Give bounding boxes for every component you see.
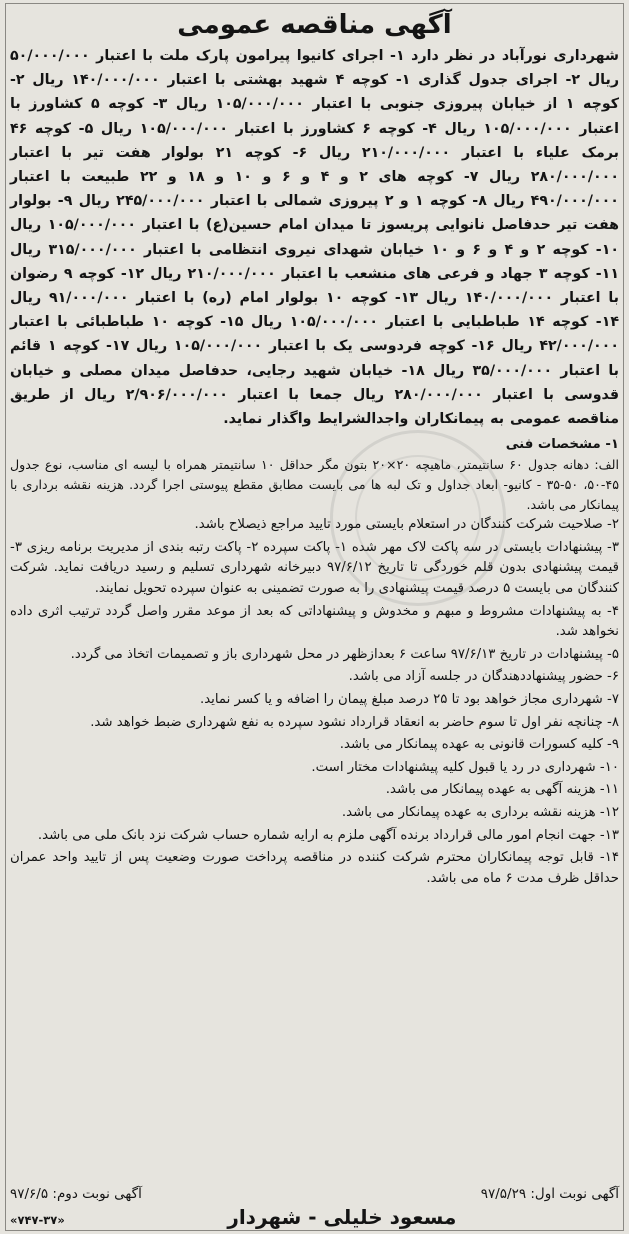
- notice-code: «۷۴۷-۳۷»: [10, 1213, 65, 1227]
- border-frame: [5, 3, 624, 1231]
- first-publication-date: آگهی نوبت اول: ۹۷/۵/۲۹: [480, 1186, 619, 1202]
- second-publication-date: آگهی نوبت دوم: ۹۷/۶/۵: [10, 1186, 142, 1202]
- clause-item: ۸- چنانچه نفر اول تا سوم حاضر به انعقاد قرارداد نشود سپرده به نفع شهرداری ضبط خواهد شد.: [90, 714, 619, 730]
- spec-heading: ۱- مشخصات فنی: [505, 437, 619, 453]
- clause-item: ۱۱- هزینه آگهی به عهده پیمانکار می باشد.: [385, 782, 619, 798]
- notice-body: شهرداری نورآباد در نظر دارد ۱- اجرای کانیوا پیرامون پارک ملت با اعتبار ۵۰/۰۰۰/۰۰۰ ریال ۲- اجرای جدول گذاری ۱- کوچه ۴ شهید بهشتی با اعتبار ۱۴۰/۰۰۰/۰۰۰ ریال ۲- کوچه ۱ از خیابان پیروزی جنوبی با اعتبار ۱۰۵/۰۰۰/۰۰۰ ریال ۳- کوچه ۵ کشاورز با اعتبار ۱۰۵/۰۰۰/۰۰۰ ریال ۴- کوچه ۶ کشاورز با اعتبار ۱۰۵/۰۰۰/۰۰۰ ریال ۵- کوچه ۴۶ برمک علیاء با اعتبار ۲۱۰/۰۰۰/۰۰۰ ریال ۶- کوچه ۲۱ بولوار هفت تیر با اعتبار ۲۸۰/۰۰۰/۰۰۰ ریال ۷- کوچه های ۲ و ۴ و ۶ و ۱۰ و ۱۸ و ۲۲ طبیعت با اعتبار ۴۹۰/۰۰۰/۰۰۰ ریال ۸- کوچه ۱ و ۲ پیروزی شمالی با اعتبار ۲۴۵/۰۰۰/۰۰۰ ریال ۹- بولوار هفت تیر حدفاصل نانوایی پریسوز تا میدان امام حسین(ع) با اعتبار ۱۰۵/۰۰۰/۰۰۰ ریال ۱۰- کوچه ۲ و ۴ و ۶ و ۱۰ خیابان شهدای نیروی انتظامی با اعتبار ۳۱۵/۰۰۰/۰۰۰ ریال ۱۱- کوچه ۳ جهاد و فرعی های منشعب با اعتبار ۲۱۰/۰۰۰/۰۰۰ ریال ۱۲- کوچه ۹ رضوان با اعتبار ۱۴۰/۰۰۰/۰۰۰ ریال ۱۳- کوچه ۱۰ بولوار امام (ره) با اعتبار ۹۱/۰۰۰/۰۰۰ ریال ۱۴- کوچه ۱۴ طباطبایی با اعتبار ۱۰۵/۰۰۰/۰۰۰ ریال ۱۵- کوچه ۱۰ طباطبائی با اعتبار ۴۲/۰۰۰/۰۰۰ ریال ۱۶- کوچه فردوسی یک با اعتبار ۱۰۵/۰۰۰/۰۰۰ ریال ۱۷- کوچه ۱ قائم با اعتبار ۳۵/۰۰۰/۰۰۰ ریال ۱۸- خیابان شهید رجایی، حدفاصل میدان مصلی و خیابان قدوسی با اعتبار ۲۸۰/۰۰۰/۰۰۰ ریال جمعا با اعتبار ۲/۹۰۶/۰۰۰/۰۰۰ ریال از طریق مناقصه عمومی به پیمانکاران واجدالشرایط واگذار نماید.: [10, 48, 620, 428]
- clause-item: ۳- پیشنهادات بایستی در سه پاکت لاک مهر شده ۱- پاکت سپرده ۲- پاکت رتبه بندی از مدیریت برنامه ریزی ۳- قیمت پیشنهادی بدون قلم خوردگی تا تاریخ ۹۷/۶/۱۲ دبیرخانه شهرداری تسلیم و رسید دریافت نماید. شرکت کنندگان می بایست ۵ درصد قیمت پیشنهادی را به صورت تضمینی به عنوان سپرده تحویل نمایند.: [10, 539, 619, 597]
- clause-item: ۴- به پیشنهادات مشروط و مبهم و مخدوش و پیشنهاداتی که بعد از موعد مقرر واصل گردد ترتیب اثری داده نخواهد شد.: [10, 603, 619, 640]
- signature-row: [10, 1204, 619, 1230]
- clause-item: ۵- پیشنهادات در تاریخ ۹۷/۶/۱۳ ساعت ۶ بعدازظهر در محل شهرداری باز و تصمیمات اتخاذ می گردد.: [70, 646, 619, 662]
- clause-item: ۱۰- شهرداری در رد یا قبول کلیه پیشنهادات مختار است.: [311, 759, 619, 775]
- clause-item: ۲- صلاحیت شرکت کنندگان در استعلام بایستی مورد تایید مراجع ذیصلاح باشد.: [194, 517, 619, 533]
- publication-dates: [10, 1184, 619, 1204]
- notice-footer: [10, 1184, 619, 1230]
- mayor-signature: مسعود خلیلی - شهردار: [227, 1205, 457, 1229]
- spec-text: الف: دهانه جدول ۶۰ سانتیمتر، ماهیچه ۲۰×۲۰ بتون مگر حداقل ۱۰ سانتیمتر همراه با لیسه ای مناسب، نوع جدول ۴۵-۵۰، ۵۰-۳۵ - کانیو- ابعاد جداول و تک لبه ها می بایست مطابق مقطع پیوستی اجرا گردد. هزینه نقشه برداری با پیمانکار می باشد.: [10, 457, 619, 513]
- clause-item: ۶- حضور پیشنهاددهندگان در جلسه آزاد می باشد.: [348, 669, 619, 685]
- clause-item: ۱۲- هزینه نقشه برداری به عهده پیمانکار می باشد.: [341, 804, 619, 820]
- notice-title: آگهی مناقصه عمومی: [177, 10, 452, 40]
- clause-item: ۱۳- جهت انجام امور مالی قرارداد برنده آگهی ملزم به ارایه شماره حساب شرکت نزد بانک ملی می باشد.: [37, 827, 619, 843]
- clause-item: ۱۴- قابل توجه پیمانکاران محترم شرکت کننده در مناقصه پرداخت صورت وضعیت پس از تایید واحد عمران حداقل ظرف مدت ۶ ماه می باشد.: [10, 850, 619, 886]
- clause-item: ۷- شهرداری مجاز خواهد بود تا ۲۵ درصد مبلغ پیمان را اضافه و یا کسر نماید.: [199, 692, 619, 707]
- clause-item: ۹- کلیه کسورات قانونی به عهده پیمانکار می باشد.: [339, 737, 619, 753]
